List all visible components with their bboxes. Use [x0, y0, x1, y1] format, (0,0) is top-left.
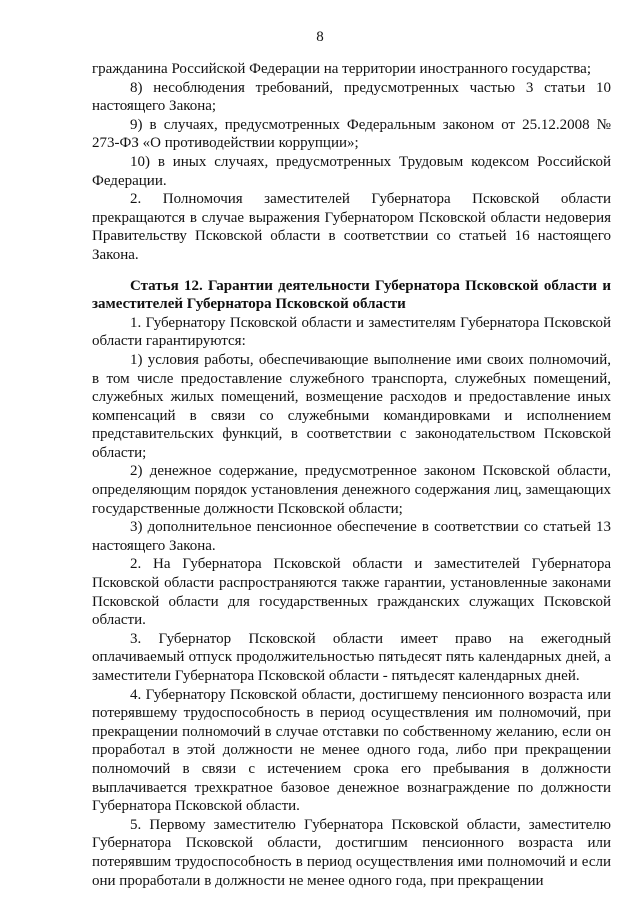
section-gap [92, 265, 611, 277]
paragraph: 2) денежное содержание, предусмотренное законом Псковской области, определяющим порядок установления денежного содержания лиц, замещающих государственные должности Псковской области; [92, 463, 611, 517]
article-heading: Статья 12. Гарантии деятельности Губернатора Псковской области и заместителей Губернатора Псковской области [92, 277, 611, 313]
paragraph: 9) в случаях, предусмотренных Федеральным законом от 25.12.2008 № 273-ФЗ «О противодействии коррупции»; [92, 116, 611, 152]
paragraph: гражданина Российской Федерации на территории иностранного государства; [92, 61, 591, 77]
paragraph: 3) дополнительное пенсионное обеспечение в соответствии со статьей 13 настоящего Закона. [92, 519, 611, 554]
paragraph: 1. Губернатору Псковской области и заместителям Губернатора Псковской области гарантируются: [92, 314, 611, 350]
paragraph: 3. Губернатор Псковской области имеет право на ежегодный оплачиваемый отпуск продолжительностью пятьдесят пять календарных дней, а заместители Губернатора Псковской области - пятьдесят календарных дней. [92, 630, 611, 684]
document-body [92, 60, 611, 890]
page-number: 8 [316, 29, 324, 45]
paragraph: 8) несоблюдения требований, предусмотренных частью 3 статьи 10 настоящего Закона; [92, 79, 611, 115]
paragraph: 5. Первому заместителю Губернатора Псковской области, заместителю Губернатора Псковской области, достигшим пенсионного возраста или потерявшим трудоспособность в период осуществления ими полномочий и если они проработали в должности не менее одного года, при прекращении [92, 816, 611, 889]
paragraph: 4. Губернатору Псковской области, достигшему пенсионного возраста или потерявшему трудоспособность в период осуществления им полномочий, при прекращении полномочий в случае отставки по собственному желанию, если он проработал в этой должности не менее одного года, либо при прекращении полномочий в связи с истечением срока его пребывания в должности выплачивается трехкратное базовое денежное вознаграждение по должности Губернатора Псковской области. [92, 686, 611, 815]
paragraph: 2. На Губернатора Псковской области и заместителей Губернатора Псковской области распространяются также гарантии, установленные законами Псковской области для государственных гражданских служащих Псковской области. [92, 556, 611, 629]
paragraph: 10) в иных случаях, предусмотренных Трудовым кодексом Российской Федерации. [92, 153, 611, 189]
paragraph: 2. Полномочия заместителей Губернатора Псковской области прекращаются в случае выражения Губернатором Псковской области недоверия Правительству Псковской области в соответствии со статьей 16 настоящего Закона. [92, 191, 611, 263]
paragraph: 1) условия работы, обеспечивающие выполнение ими своих полномочий, в том числе предоставление служебного транспорта, служебных помещений, служебных жилых помещений, возмещение расходов и предоставление иных компенсаций в связи со служебными командировками и исполнением представительских функций, в соответствии с законодательством Псковской области; [92, 351, 611, 461]
